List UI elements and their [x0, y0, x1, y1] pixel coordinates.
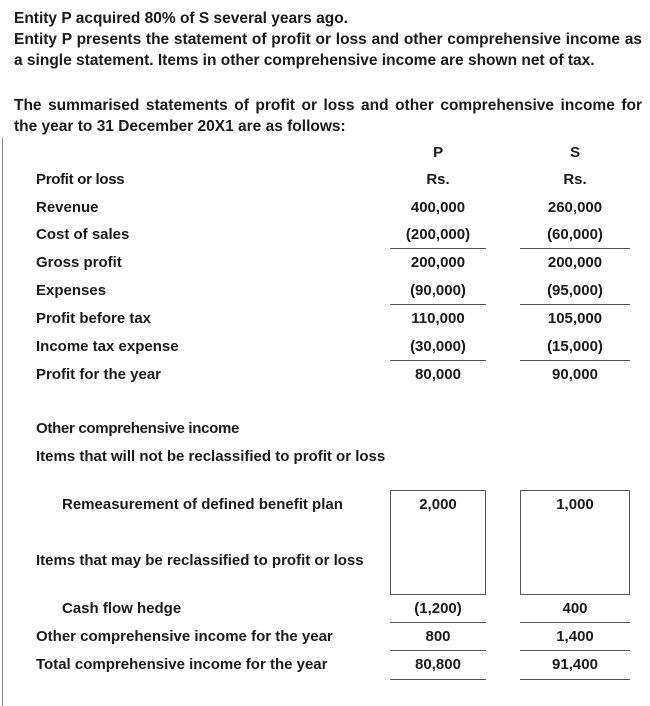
value-s-profit-before-tax: 105,000: [547, 310, 603, 327]
rule-p-profit-before-tax: [390, 304, 486, 305]
row-label-remeasurement: Remeasurement of defined benefit plan: [62, 496, 343, 513]
value-s-profit-for-the-year: 90,000: [552, 366, 598, 383]
value-s-cash-flow-hedge: 400: [562, 600, 588, 617]
column-header-p: P: [433, 144, 443, 161]
value-p-cash-flow-hedge: (1,200): [414, 600, 462, 617]
value-s-expenses: (95,000): [547, 282, 603, 299]
value-p-remeasurement: 2,000: [419, 496, 457, 513]
row-label-oci-for-the-year: Other comprehensive income for the year: [36, 628, 333, 645]
row-label-total-comprehensive-income: Total comprehensive income for the year: [36, 656, 328, 673]
table-left-border: [2, 138, 3, 706]
value-p-revenue: 400,000: [410, 199, 466, 216]
rule-p-oci-total: [390, 622, 486, 623]
value-s-income-tax-expense: (15,000): [547, 338, 603, 355]
subheading-not-reclassified: Items that will not be reclassified to profit or loss: [36, 448, 386, 465]
rule-s-oci-total: [520, 622, 630, 623]
rule-s-profit-for-year: [520, 360, 630, 361]
value-p-total-comprehensive-income: 80,800: [415, 656, 461, 673]
rule-p-total-comprehensive: [390, 650, 486, 651]
value-s-gross-profit: 200,000: [547, 254, 603, 271]
box-bottom-p: [390, 594, 486, 595]
row-label-gross-profit: Gross profit: [36, 254, 122, 271]
rule-p-final: [390, 679, 486, 680]
row-label-cash-flow-hedge: Cash flow hedge: [62, 600, 182, 617]
row-label-revenue: Revenue: [36, 199, 99, 216]
section-heading-oci: Other comprehensive income: [36, 420, 240, 437]
box-top-p: [390, 490, 486, 491]
value-p-profit-before-tax: 110,000: [411, 310, 465, 327]
rule-s-profit-before-tax: [520, 304, 630, 305]
value-s-cost-of-sales: (60,000): [547, 226, 603, 243]
section-heading-profit-or-loss: Profit or loss: [36, 171, 125, 188]
box-top-s: [520, 490, 630, 491]
row-label-income-tax-expense: Income tax expense: [36, 338, 179, 355]
row-label-cost-of-sales: Cost of sales: [36, 226, 130, 243]
column-header-s: S: [570, 144, 580, 161]
value-s-remeasurement: 1,000: [556, 496, 594, 513]
rule-p-gross-profit: [390, 248, 486, 249]
value-p-profit-for-the-year: 80,000: [415, 366, 461, 383]
rule-p-profit-for-year: [390, 360, 486, 361]
intro-paragraph-3: The summarised statements of profit or loss and other comprehensive income for the year to 31 December 20X1 are as follows:: [14, 97, 642, 135]
value-p-oci-for-the-year: 800: [425, 628, 451, 645]
value-p-gross-profit: 200,000: [410, 254, 466, 271]
value-p-income-tax-expense: (30,000): [410, 338, 466, 355]
subheading-may-be-reclassified: Items that may be reclassified to profit or loss: [36, 552, 364, 569]
value-p-cost-of-sales: (200,000): [405, 226, 471, 243]
rule-s-total-comprehensive: [520, 650, 630, 651]
row-label-profit-before-tax: Profit before tax: [36, 310, 152, 327]
value-s-revenue: 260,000: [547, 199, 603, 216]
row-label-profit-for-the-year: Profit for the year: [36, 366, 162, 383]
value-s-total-comprehensive-income: 91,400: [552, 656, 598, 673]
box-bottom-s: [520, 594, 630, 595]
value-s-oci-for-the-year: 1,400: [556, 628, 594, 645]
currency-label-s: Rs.: [563, 171, 587, 188]
rule-s-gross-profit: [520, 248, 630, 249]
intro-line-1: Entity P acquired 80% of S several years ago.: [14, 10, 348, 27]
rule-s-final: [520, 679, 630, 680]
currency-label-p: Rs.: [426, 171, 450, 188]
value-p-expenses: (90,000): [410, 282, 466, 299]
intro-paragraph-2: Entity P presents the statement of profit or loss and other comprehensive income as a single statement. Items in other comprehensive income are shown net of tax.: [14, 31, 642, 69]
row-label-expenses: Expenses: [36, 282, 107, 299]
